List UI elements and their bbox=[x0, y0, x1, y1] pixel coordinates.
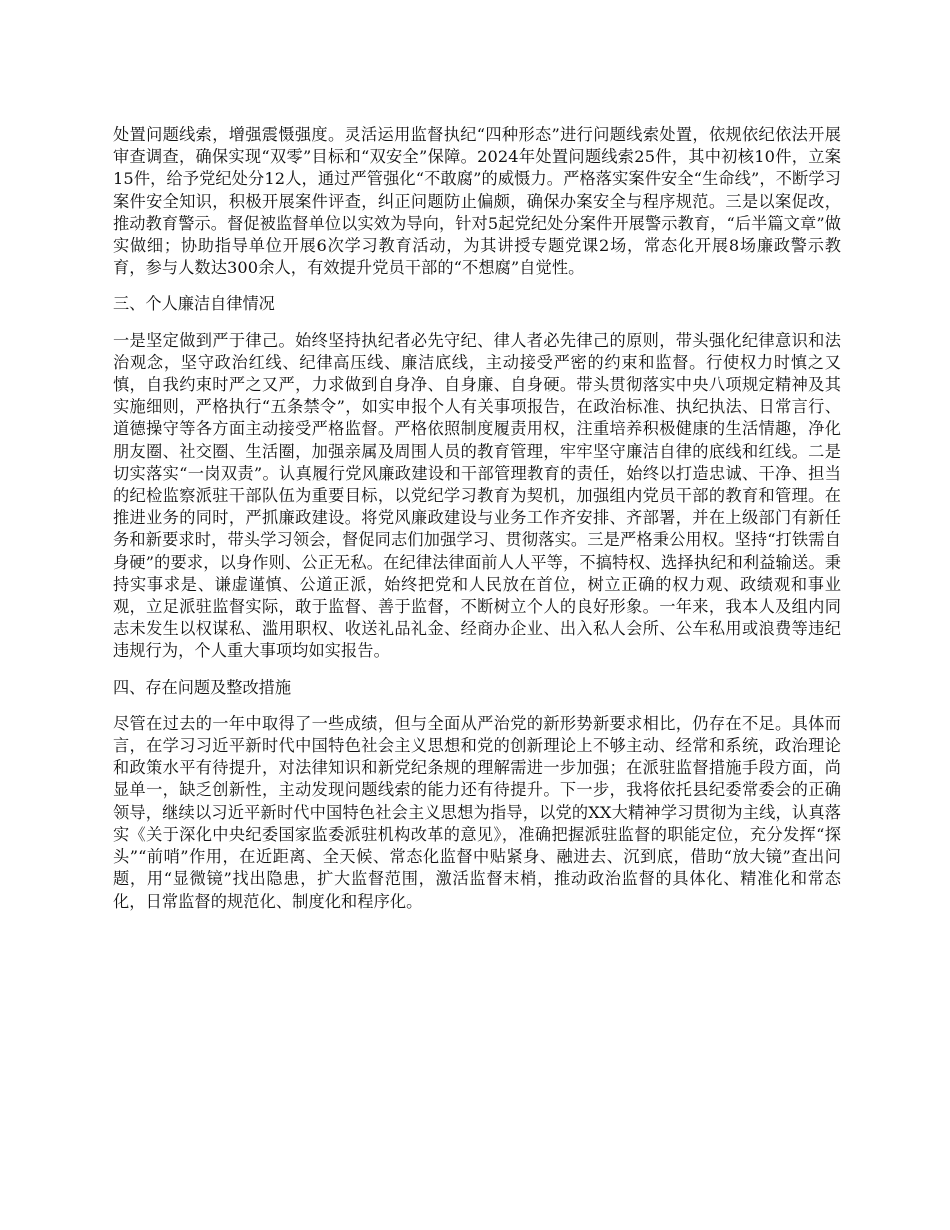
paragraph-problems-measures: 尽管在过去的一年中取得了一些成绩，但与全面从严治党的新形势新要求相比，仍存在不足。具体而言，在学习习近平新时代中国特色社会主义思想和党的创新理论上不够主动、经常和系统，政治理论和政策水平有待提升，对法律知识和新党纪条规的理解需进一步加强；在派驻监督措施手段方面，尚显单一，缺乏创新性，主动发现问题线索的能力还有待提升。下一步，我将依托县纪委常委会的正确领导，继续以习近平新时代中国特色社会主义思想为指导，以党的XX大精神学习贯彻为主线，认真落实《关于深化中央纪委国家监委派驻机构改革的意见》，准确把握派驻监督的职能定位，充分发挥“探头”“前哨”作用，在近距离、全天候、常态化监督中贴紧身、融进去、沉到底，借助“放大镜”查出问题，用“显微镜”找出隐患，扩大监督范围，激活监督末梢，推动政治监督的具体化、精准化和常态化，日常监督的规范化、制度化和程序化。 bbox=[113, 713, 841, 911]
paragraph-self-discipline: 一是坚定做到严于律己。始终坚持执纪者必先守纪、律人者必先律己的原则，带头强化纪律意识和法治观念，坚守政治红线、纪律高压线、廉洁底线，主动接受严密的约束和监督。行使权力时慎之又慎，自我约束时严之又严，力求做到自身净、自身廉、自身硬。带头贯彻落实中央八项规定精神及其实施细则，严格执行“五条禁令”，如实申报个人有关事项报告，在政治标准、执纪执法、日常言行、道德操守等各方面主动接受严格监督。严格依照制度履责用权，注重培养积极健康的生活情趣，净化朋友圈、社交圈、生活圈，加强亲属及周围人员的教育管理，牢牢坚守廉洁自律的底线和红线。二是切实落实“一岗双责”。认真履行党风廉政建设和干部管理教育的责任，始终以打造忠诚、干净、担当的纪检监察派驻干部队伍为重要目标，以党纪学习教育为契机，加强组内党员干部的教育和管理。在推进业务的同时，严抓廉政建设。将党风廉政建设与业务工作齐安排、齐部署，并在上级部门有新任务和新要求时，带头学习领会，督促同志们加强学习、贯彻落实。三是严格秉公用权。坚持“打铁需自身硬”的要求，以身作则、公正无私。在纪律法律面前人人平等，不搞特权、选择执纪和利益输送。秉持实事求是、谦虚谨慎、公道正派，始终把党和人民放在首位，树立正确的权力观、政绩观和事业观，立足派驻监督实际，敢于监督、善于监督，不断树立个人的良好形象。一年来，我本人及组内同志未发生以权谋私、滥用职权、收送礼品礼金、经商办企业、出入私人会所、公车私用或浪费等违纪违规行为，个人重大事项均如实报告。 bbox=[113, 330, 841, 661]
section-heading-self-discipline: 三、个人廉洁自律情况 bbox=[113, 294, 275, 314]
section-heading-problems: 四、存在问题及整改措施 bbox=[113, 677, 292, 697]
paragraph-case-handling: 处置问题线索，增强震慑强度。灵活运用监督执纪“四种形态”进行问题线索处置，依规依纪依法开展审查调查，确保实现“双零”目标和“双安全”保障。2024年处置问题线索25件，其中初核10件，立案15件，给予党纪处分12人，通过严管强化“不敢腐”的威慑力。严格落实案件安全“生命线”，不断学习案件安全知识，积极开展案件评查，纠正问题防止偏颇，确保办案安全与程序规范。三是以案促改，推动教育警示。督促被监督单位以实效为导向，针对5起党纪处分案件开展警示教育，“后半篇文章”做实做细；协助指导单位开展6次学习教育活动，为其讲授专题党课2场，常态化开展8场廉政警示教育，参与人数达300余人，有效提升党员干部的“不想腐”自觉性。 bbox=[113, 125, 841, 278]
document-page bbox=[113, 124, 841, 927]
